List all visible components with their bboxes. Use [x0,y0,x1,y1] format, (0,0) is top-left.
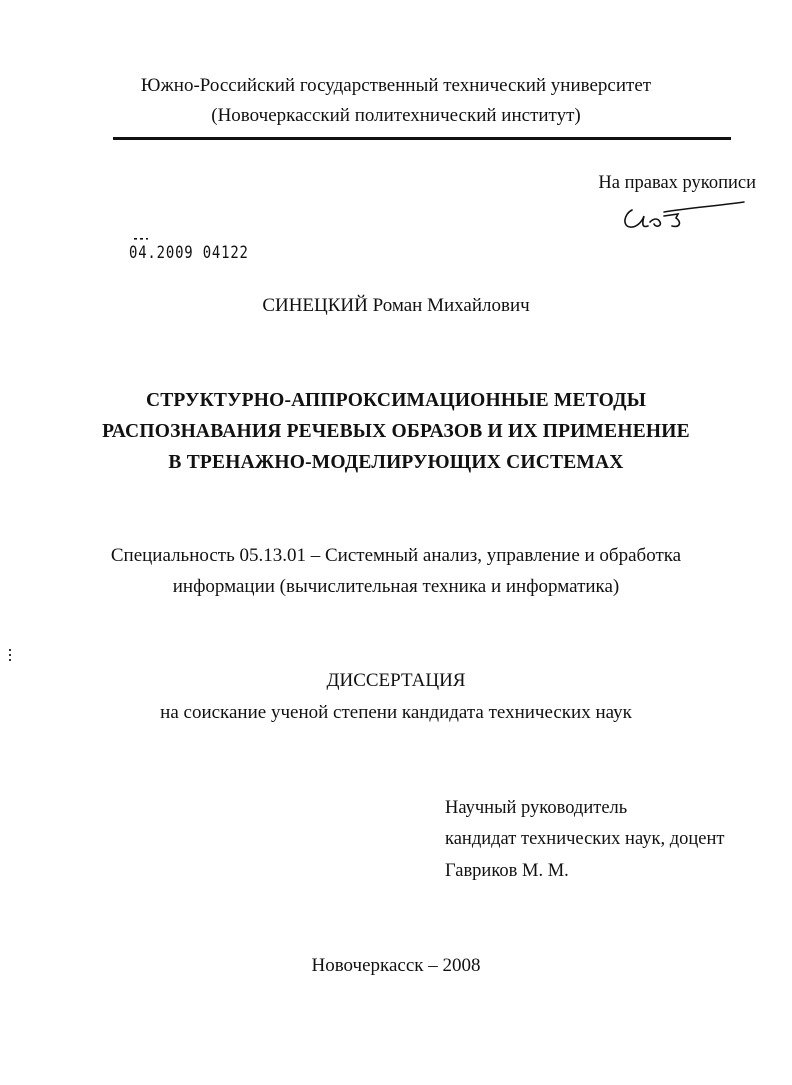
stamp-marks [133,236,153,242]
manuscript-note: На правах рукописи [598,173,756,193]
place-year: Новочеркасск – 2008 [311,955,481,976]
university-name: Южно-Российский государственный технический университет [140,75,652,96]
archive-number: 04.2009 04122 [129,243,249,263]
margin-mark [8,648,12,664]
title-line-1: СТРУКТУРНО-АППРОКСИМАЦИОННЫЕ МЕТОДЫ [145,390,647,411]
supervisor-name: Гавриков М. М. [445,861,569,881]
header-divider [113,137,731,140]
title-line-2: РАСПОЗНАВАНИЯ РЕЧЕВЫХ ОБРАЗОВ И ИХ ПРИМЕНЕНИЕ [102,421,690,442]
author-name: СИНЕЦКИЙ Роман Михайлович [262,295,530,316]
title-line-3: В ТРЕНАЖНО-МОДЕЛИРУЮЩИХ СИСТЕМАХ [168,452,624,473]
specialty-line-2: информации (вычислительная техника и информатика) [172,576,620,597]
supervisor-rank: кандидат технических наук, доцент [445,829,725,849]
signature [620,196,750,236]
supervisor-role: Научный руководитель [445,798,628,818]
degree-line: на соискание ученой степени кандидата технических наук [160,702,632,723]
institute-name: (Новочеркасский политехнический институт) [211,105,581,126]
specialty-line-1: Специальность 05.13.01 – Системный анализ, управление и обработка [110,545,682,566]
document-type: ДИССЕРТАЦИЯ [326,670,466,691]
